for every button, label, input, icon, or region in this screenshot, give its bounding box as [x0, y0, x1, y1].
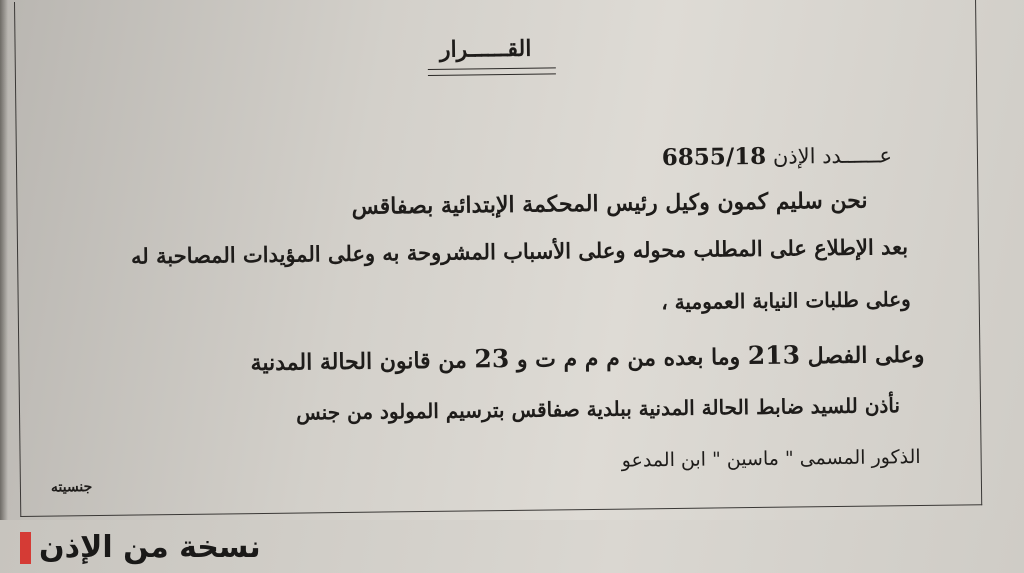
law-line-part: وما بعده من م م م ت و — [509, 344, 748, 373]
judge-line: نحن سليم كمون وكيل رئيس المحكمة الإبتدائية بصفاقس — [351, 187, 868, 220]
section-heading — [20, 530, 261, 565]
review-line: بعد الإطلاع على المطلب محوله وعلى الأسباب المشروحة به وعلى المؤيدات المصاحبة له — [130, 234, 909, 269]
permit-number: 6855/18 — [661, 142, 767, 172]
page-shadow — [0, 0, 8, 573]
permit-number-label: عــــــدد الإذن — [766, 143, 893, 169]
law-line-part: من قانون الحالة المدنية — [250, 347, 475, 377]
nationality-line: جنسيته — [50, 479, 93, 496]
article-number: 213 — [747, 340, 801, 371]
child-name-line: الذكور المسمى " ماسين " ابن المدعو — [621, 445, 921, 472]
law-articles-line — [250, 339, 924, 376]
law-line-part: وعلى الفصل — [799, 341, 925, 370]
decision-document — [14, 0, 982, 517]
section-heading-text: نسخة من الإذن — [39, 530, 261, 565]
article-number: 23 — [474, 343, 510, 374]
permit-number-line — [662, 141, 893, 171]
authorization-line: نأذن للسيد ضابط الحالة المدنية ببلدية صفاقس بترسيم المولود من جنس — [296, 393, 901, 425]
accent-bar — [20, 532, 31, 564]
document-title: القــــــرار — [439, 35, 532, 63]
prosecution-line: وعلى طلبات النيابة العمومية ، — [661, 287, 911, 315]
title-underline — [428, 67, 556, 76]
